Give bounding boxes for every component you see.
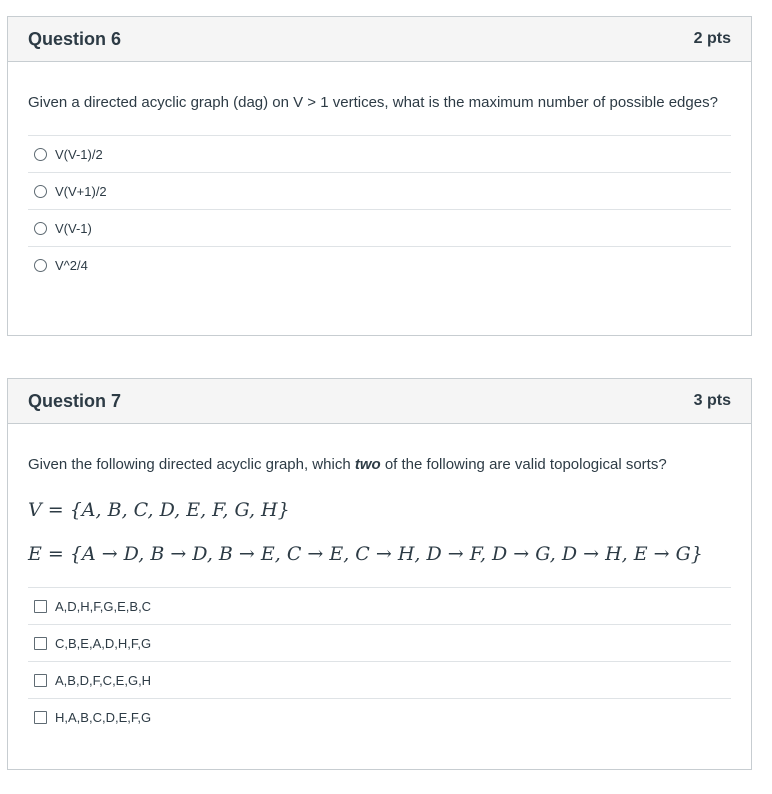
answer-label: V^2/4: [55, 257, 88, 273]
radio-button[interactable]: [34, 259, 47, 272]
question-header: [8, 379, 751, 424]
answer-label: V(V-1): [55, 220, 92, 236]
checkbox[interactable]: [34, 637, 47, 650]
vertex-set: V = {A, B, C, D, E, F, G, H}: [28, 499, 290, 521]
answer-option[interactable]: [28, 624, 731, 661]
answer-label: A,D,H,F,G,E,B,C: [55, 598, 152, 614]
answer-option[interactable]: [28, 698, 731, 735]
answer-label: H,A,B,C,D,E,F,G: [55, 709, 152, 725]
question-text-after: of the following are valid topological sorts?: [380, 456, 667, 473]
answer-list: [28, 587, 731, 735]
radio-button[interactable]: [34, 148, 47, 161]
radio-button[interactable]: [34, 222, 47, 235]
question-header: [8, 17, 751, 62]
answer-list: [28, 135, 731, 283]
answer-option[interactable]: [28, 172, 731, 209]
answer-option[interactable]: [28, 135, 731, 172]
question-points: 3 pts: [693, 392, 731, 409]
answer-label: V(V+1)/2: [55, 183, 107, 199]
answer-option[interactable]: [28, 587, 731, 624]
question-title: Question 6: [28, 28, 122, 49]
edge-set: E = {A → D, B → D, B → E, C → E, C → H, D → F, D → G, D → H, E → G}: [28, 543, 703, 565]
answer-option[interactable]: [28, 209, 731, 246]
answer-label: C,B,E,A,D,H,F,G: [55, 635, 152, 651]
answer-option[interactable]: [28, 661, 731, 698]
answer-label: A,B,D,F,C,E,G,H: [55, 672, 152, 688]
question-text: [28, 424, 731, 477]
question-title: Question 7: [28, 390, 122, 411]
answer-option[interactable]: [28, 246, 731, 283]
checkbox[interactable]: [34, 674, 47, 687]
radio-button[interactable]: [34, 185, 47, 198]
checkbox[interactable]: [34, 600, 47, 613]
question-text-emphasis: two: [354, 456, 381, 473]
question-text: Given a directed acyclic graph (dag) on V > 1 vertices, what is the maximum number of possible edges?: [28, 94, 718, 111]
checkbox[interactable]: [34, 711, 47, 724]
question-7-card: [7, 378, 752, 770]
question-points: 2 pts: [693, 30, 731, 47]
question-6-card: [7, 16, 752, 336]
question-text-before: Given the following directed acyclic graph, which: [28, 456, 355, 473]
answer-label: V(V-1)/2: [55, 146, 103, 162]
